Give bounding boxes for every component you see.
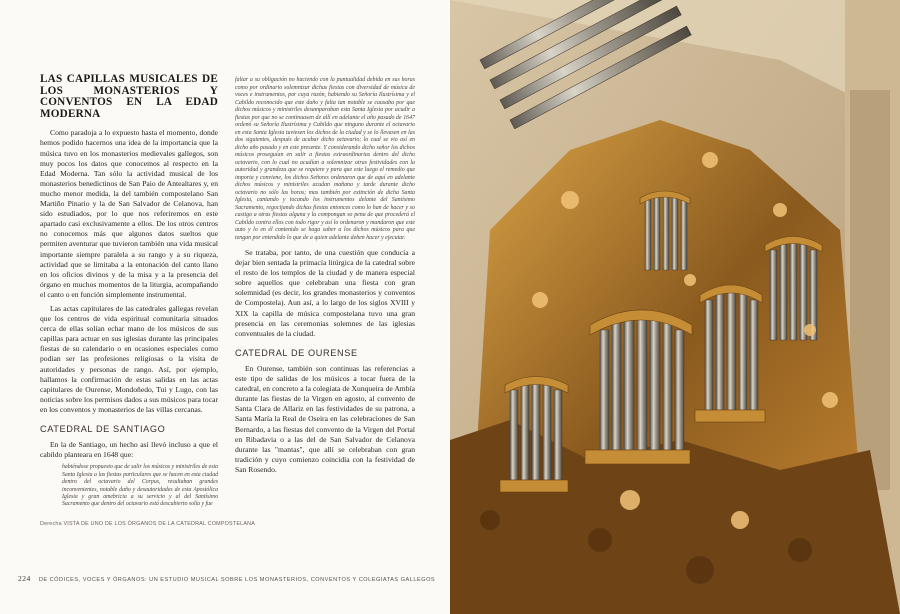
section-title-santiago: CATEDRAL DE SANTIAGO (40, 424, 166, 434)
organ-pipes-photo (450, 0, 900, 614)
section-title-ourense: CATEDRAL DE OURENSE (235, 347, 358, 358)
left-column (40, 74, 218, 509)
block-quote: habiéndose propuesto que de salir los músicos y ministriles de esta Santa Iglesia a las fiestas particulares que se hacen en esta ciudad dentro del octavario del Corpus, resultaban grandes inconvenientes, notable daño y desautoridades de esta Apostólica Iglesia y gran amebricia a su servicio y al del Santísimo Sacramento que dentro del octavario está descubierto solía y fue (62, 464, 218, 508)
body-paragraph: En Ourense, también son continuas las referencias a este tipo de salidas de los músicos a tocar fuera de la catedral, en concreto a la colegiata de Xunqueira de Ambía durante las fiestas de la Virgen en agosto, al convento de Santa Clara de Allariz en las festividades de su patrona, a Santa María la Real de Oseira en las celebraciones de San Bernardo, a las fiestas del convento de la Virgen del Portal en Ribadavia o a las del de San Salvador de Celanova durante las "mantas", que allí se celebraban con gran tradición y cuyo comienzo coincidía con la festividad de San Rosendo. (235, 363, 415, 474)
body-paragraph: En la de Santiago, un hecho así llevó incluso a que el cabildo planteara en 1648 que: (40, 440, 218, 460)
running-title: DE CÓDICES, VOCES Y ÓRGANOS: UN ESTUDIO MUSICAL SOBRE LOS MONASTERIOS, CONVENTOS Y COLEGIATAS GALLEGOS (38, 577, 436, 583)
body-paragraph: Las actas capitulares de las catedrales gallegas revelan que los centros de vida espiritual comunitaria situados cerca de ellas solían echar mano de los músicos de sus capillas para actuar en sus iglesias durante las principales fiestas de su calendario o en ocasiones especiales como podían ser las profesiones religiosas o la visita de autoridades y personas de rango. Así, por ejemplo, hallamos la confirmación de estas salidas en las actas capitulares de Ourense, Mondoñedo, Tui y Lugo, con las noticias sobre los permisos dados a sus músicos para tocar en los conventos y monasterios de las villas cercanas. (40, 303, 218, 414)
block-quote-continued: faltar a su obligación no haciendo con la puntualidad debida en sus horas como por ordinario solemnizar dichas fiestas con diversidad de música de voces e instrumentos, por cuya razón, habiendo su Señoría Ilustrísima y el Cabildo reconocido que este daño y falta tan notable se causaba por que dichos músicos y ministriles desamparaban esta Santa Iglesia por acudir a fiestas por que no se continuasen de allí en adelante el año pasado de 1647 ordenó su Señoría Ilustrísima y Cabildo que ninguno durante el octavario en esta Santa Iglesia tuviesen los dichos de la ciudad y se lo llevasen en las dos siguientes, después de acabar dicho octavario; lo cual se vio así en dicho año pasado y en este presente. Y considerando dicho señor los dichos músicos proseguían en salir a fiestas extraordinarias dentro del dicho octavario, con lo cual no acudían a solemnizar otras festividades con la autoridad y grandeza que se requiere y para que este luego el remedio que importa y conviene, los dichos Señores ordenaron que de aquí en adelante dichos músicos y ministriles acudan mañana y tarde durante dicho octavario no sólo las horas; mas también por extinción de dicha Santa Iglesia, cantando y tocando los instrumentos delante del Santísimo Sacramento, regocijando dichas fiestas entonces como lo han de hacer y so castigo a otras fiestas alguna y la compongan so pena de que procederá el Cabildo contra ellos con todo rigor y así lo ordenaron y mandaron que este auto y lo en él contenido se haga saber a los dichos músicos para que tengan por entendido lo que de a quien adelante deben hacer y ejecutar. (235, 77, 415, 241)
body-paragraph: Se trataba, por tanto, de una cuestión que conducía a dejar bien sentada la primacía litúrgica de la catedral sobre el resto de los templos de la ciudad y de manera especial sobre aquellos que celebraban una fiesta con gran solemnidad (es decir, los grandes monasterios y conventos de Compostela). Aun así, a lo largo de los siglos XVIII y XIX la capilla de música compostelana tuvo una gran presencia en las ceremonias solemnes de las iglesias conventuales de la ciudad. (235, 248, 415, 338)
right-column (235, 74, 415, 479)
page-number: 224 (18, 574, 31, 583)
body-paragraph: Como paradoja a lo expuesto hasta el momento, donde hemos podido hacernos una idea de la importancia que la música tuvo en los monasterios medievales gallegos, son muy pocos los datos que conocemos al respecto en la Edad Moderna. Tan sólo la actividad musical de los monasterios benedictinos de San Paio de Antealtares y, en mucho menor medida, la del también compostelano San Martiño Pinario y la de San Salvador de Celanova, han sido estudiados, por lo que nos referiremos en este apartado casi exclusivamente a ellos. De los otros centros no conocemos más que algunos datos sueltos que permiten aventurar que tuvieron también una vida musical importante siempre paralela a su rango y a su riqueza, actividad que se limitaba a la entonación del canto llano en los oficios divinos y de la misa y a la presencia del órgano en muchos momentos de la liturgia, acompañando el canto o en función simplemente instrumental. (40, 128, 218, 299)
page-footer (18, 574, 435, 583)
organ-illustration (450, 0, 900, 614)
photo-caption: Derecha VISTA DE UNO DE LOS ÓRGANOS DE LA CATEDRAL COMPOSTELANA (40, 521, 255, 527)
chapter-heading: LAS CAPILLAS MUSICALES DE LOS MONASTERIOS Y CONVENTOS EN LA EDAD MODERNA (40, 73, 218, 120)
